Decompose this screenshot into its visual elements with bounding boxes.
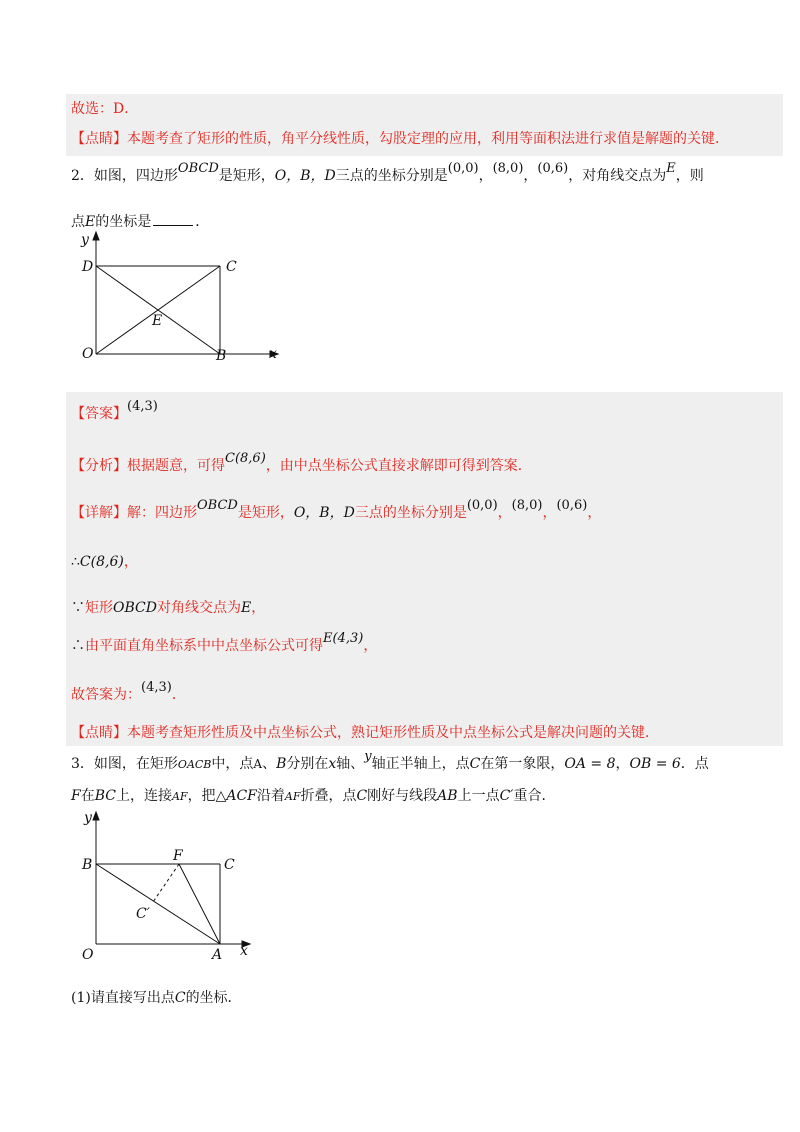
detail-text: 三点的坐标分别是 [354,505,467,521]
therefore-symbol: ∴ [71,554,80,570]
q3-ab: AB [437,788,458,804]
label-b: B [82,857,93,873]
q3-line-2 [71,786,555,807]
detail-shape: OBCD [197,498,238,513]
label-y: y [81,232,89,248]
q3-text: 分别在 [286,756,329,772]
label-x: x [240,943,248,959]
q2-point-e: E [666,161,676,176]
q3-point-b: B [276,756,287,772]
q3-text: 3．如图，在矩形 [71,756,178,772]
q2-point-e: E [85,214,96,230]
label-c: C [226,259,237,275]
q3-figure [72,806,262,966]
q2-coord: (0,6) [537,161,569,176]
q3-x: x [328,756,337,772]
y-axis-arrow [93,232,99,240]
q2-figure [72,230,287,370]
label-e: E [152,313,163,329]
analysis-point-c: C(8,6) [225,451,266,466]
label-o: O [82,346,94,362]
label-c-prime: C′ [136,906,150,922]
answer-value: (4,3) [127,399,158,414]
q3-text: 轴、 [336,756,365,772]
point-e-coord: E(4,3) [323,631,364,646]
q3-y: y [364,749,372,764]
label-o: O [82,947,94,963]
because-line [71,598,265,618]
detail-coord: (0,6) [556,498,588,513]
q2-line-2 [71,211,209,232]
final-answer-line [71,680,186,706]
q3-shape: OACB [177,758,212,771]
detail-sep: ， [251,600,266,616]
q2-coord: (8,0) [492,161,524,176]
q2-number: 2．如图，四边形 [71,168,178,184]
q3-sub-text: 的坐标． [185,990,242,1006]
answer-line [71,399,158,425]
q3-point-c: C [174,990,186,1006]
final-text: 故答案为： [71,687,141,703]
q3-af: AF [171,790,188,803]
detail-coord: (8,0) [511,498,543,513]
q3-bc: BC [94,788,116,804]
q2-comment-line [71,723,659,743]
q3-text: 中，点 [211,756,254,772]
segment-af [179,864,220,944]
q2-text: 点 [71,214,85,230]
q2-points: O，B，D [274,168,336,184]
label-a: A [212,947,223,963]
prev-comment [71,129,729,149]
q3-text: 上，连接 [115,788,172,804]
final-period: ． [171,687,186,703]
label-d: D [82,259,94,275]
q3-text: 在 [80,788,95,804]
comment-text: 本题考查矩形性质及中点坐标公式，熟记矩形性质及中点坐标公式是解决问题的关键． [127,725,659,741]
q2-coord: (0,0) [447,161,479,176]
q2-text: ． [195,214,210,230]
q3-point-c: C [469,756,481,772]
because-text: 矩形 [85,600,113,616]
detail-coord: (0,0) [466,498,498,513]
therefore-symbol: ∴ [71,638,85,654]
q3-text: ．点 [680,756,709,772]
because-shape: OBCD [113,600,157,616]
q3-text: 、 [262,756,277,772]
detail-sep: ， [587,505,602,521]
detail-text: 解：四边形 [127,505,197,521]
label-c: C [224,857,235,873]
analysis-tag: 【分析】 [71,458,127,474]
label-b: B [216,348,227,364]
q3-point-f: F [71,788,81,804]
q3-ob: OB = 6 [629,756,681,772]
because-point-e: E [240,600,252,616]
detail-tag: 【详解】 [71,505,127,521]
q3-point-c: C [356,788,368,804]
q3-text: 上一点 [457,788,500,804]
midpoint-text: 由平面直角坐标系中中点坐标公式可得 [85,638,323,654]
because-text: 对角线交点为 [156,600,241,616]
point-c-coord: C(8,6) [79,554,124,570]
q3-text: 轴正半轴上，点 [371,756,470,772]
q2-text: ，对角线交点为 [568,168,667,184]
q3-text: 折叠，点 [300,788,357,804]
q3-text: 重合． [513,788,556,804]
q2-text: 的坐标是 [95,214,152,230]
q3-triangle: △ACF [215,788,257,804]
y-axis-arrow [93,812,99,820]
comment-tag: 【点睛】 [71,131,127,147]
final-value: (4,3) [141,680,172,695]
midpoint-line [71,631,378,657]
q3-text: 沿着 [256,788,285,804]
detail-text: 是矩形， [237,505,294,521]
detail-sep: ， [542,505,557,521]
answer-tag: 【答案】 [71,406,127,422]
comment-text: 本题考查了矩形的性质，角平分线性质，勾股定理的应用，利用等面积法进行求值是解题的关键． [127,131,729,147]
q3-text: ，把 [187,788,216,804]
detail-points: O，B，D [293,505,355,521]
analysis-text: ，由中点坐标公式直接求解即可得到答案． [265,458,532,474]
q3-oa: OA = 8 [564,756,616,772]
analysis-line [71,451,532,477]
comment-tag: 【点睛】 [71,725,127,741]
segment-fc-prime [153,864,179,902]
answer-blank [153,211,193,226]
q3-line-1 [71,749,709,775]
detail-sep: ， [123,554,138,570]
q2-text: 是矩形， [218,168,275,184]
because-symbol: ∵ [71,600,85,616]
q2-text: ，则 [675,168,704,184]
label-f: F [173,848,183,864]
q3-text: ， [615,756,630,772]
prev-choice: 故选：D． [71,101,139,117]
q3-text: 在第一象限， [480,756,565,772]
detail-line [71,498,602,524]
q2-sep: ， [523,168,538,184]
label-x: x [269,346,277,362]
q2-text: 三点的坐标分别是 [335,168,448,184]
label-y: y [84,810,92,826]
q2-sep: ， [478,168,493,184]
detail-sep: ， [363,638,378,654]
q3-text: 刚好与线段 [367,788,438,804]
analysis-text: 根据题意，可得 [127,458,225,474]
q2-line-1 [71,161,704,187]
q3-point-a: A [253,757,263,771]
q3-sub-1 [71,988,242,1008]
q3-c-prime: C′ [499,788,514,804]
therefore-c-line [71,552,138,572]
q3-af: AF [284,790,301,803]
q2-shape: OBCD [177,161,219,176]
detail-sep: ， [497,505,512,521]
q3-sub-text: (1)请直接写出点 [71,990,175,1006]
segment-ab [96,864,220,944]
